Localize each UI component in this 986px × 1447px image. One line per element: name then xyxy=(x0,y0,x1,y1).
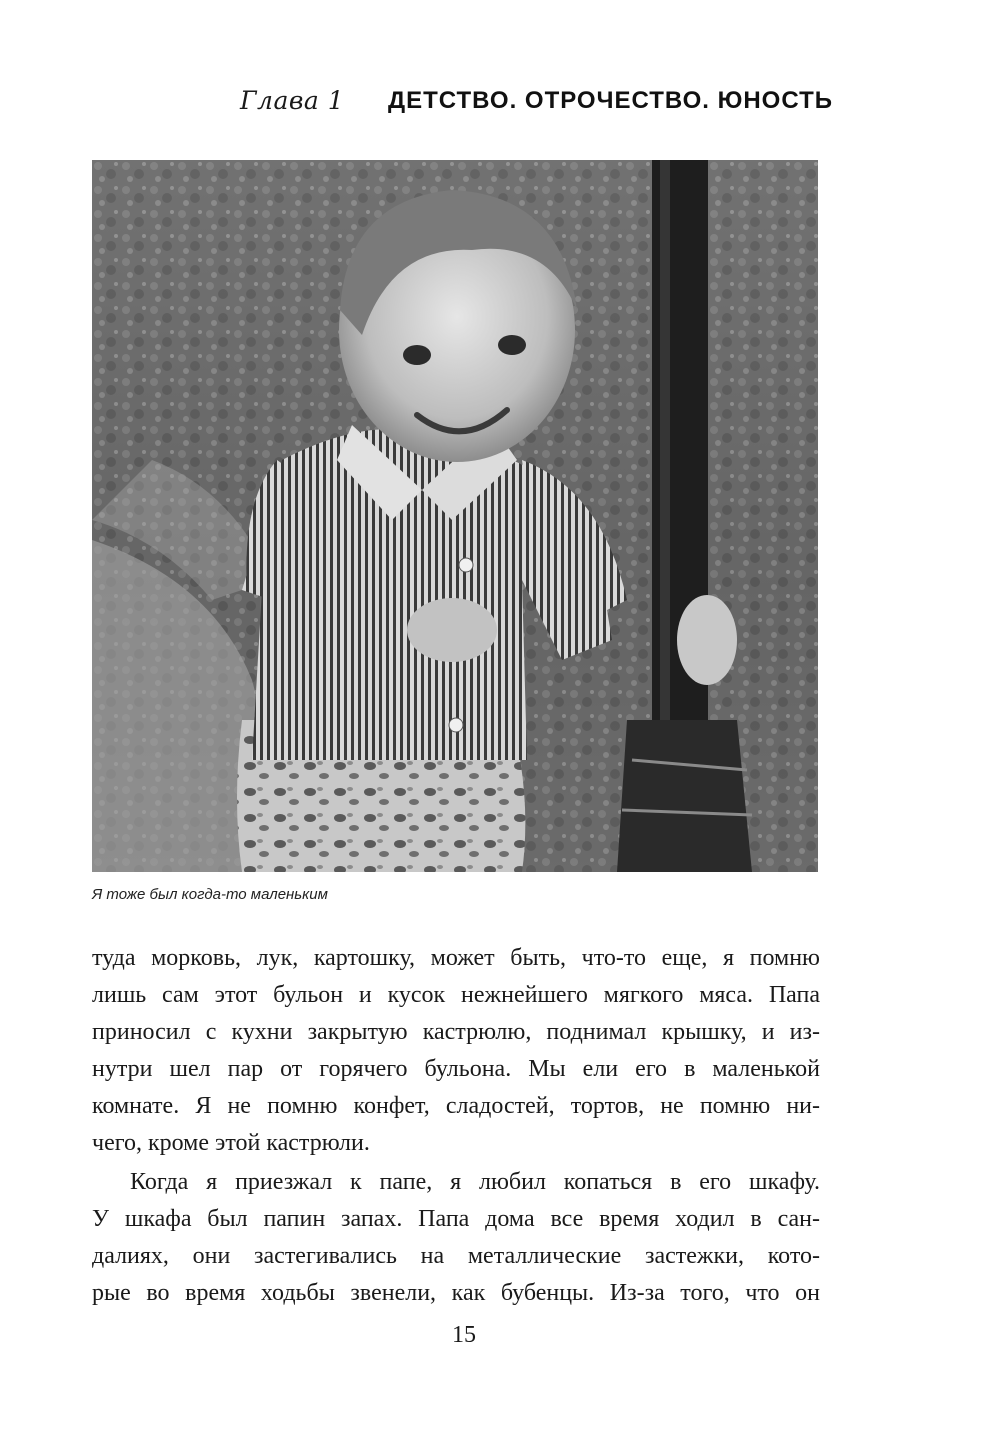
chapter-label: Глава 1 xyxy=(240,86,345,115)
text-line: лишь сам этот бульон и кусок нежнейшего мягкого мяса. Папа xyxy=(92,982,820,1008)
text-line: Когда я приезжал к папе, я любил копаться в его шкафу. xyxy=(130,1169,820,1195)
text-line: туда морковь, лук, картошку, может быть, что-то еще, я помню xyxy=(92,945,820,971)
photo-caption: Я тоже был когда-то маленьким xyxy=(92,886,328,903)
text-line: чего, кроме этой кастрюли. xyxy=(92,1130,370,1156)
text-line: рые во время ходьбы звенели, как бубенцы. Из-за того, что он xyxy=(92,1280,820,1306)
chapter-title: ДЕТСТВО. ОТРОЧЕСТВО. ЮНОСТЬ xyxy=(388,87,833,114)
text-line: далиях, они застегивались на металлические застежки, кото- xyxy=(92,1243,820,1269)
text-line: нутри шел пар от горячего бульона. Мы ели его в маленькой xyxy=(92,1056,820,1082)
body-text xyxy=(92,940,820,1312)
running-head xyxy=(0,86,986,122)
text-line: приносил с кухни закрытую кастрюлю, поднимал крышку, и из- xyxy=(92,1019,820,1045)
text-line: комнате. Я не помню конфет, сладостей, тортов, не помню ни- xyxy=(92,1093,820,1119)
page-number: 15 xyxy=(452,1322,476,1348)
text-line: У шкафа был папин запах. Папа дома все время ходил в сан- xyxy=(92,1206,820,1232)
child-photo xyxy=(92,160,818,872)
